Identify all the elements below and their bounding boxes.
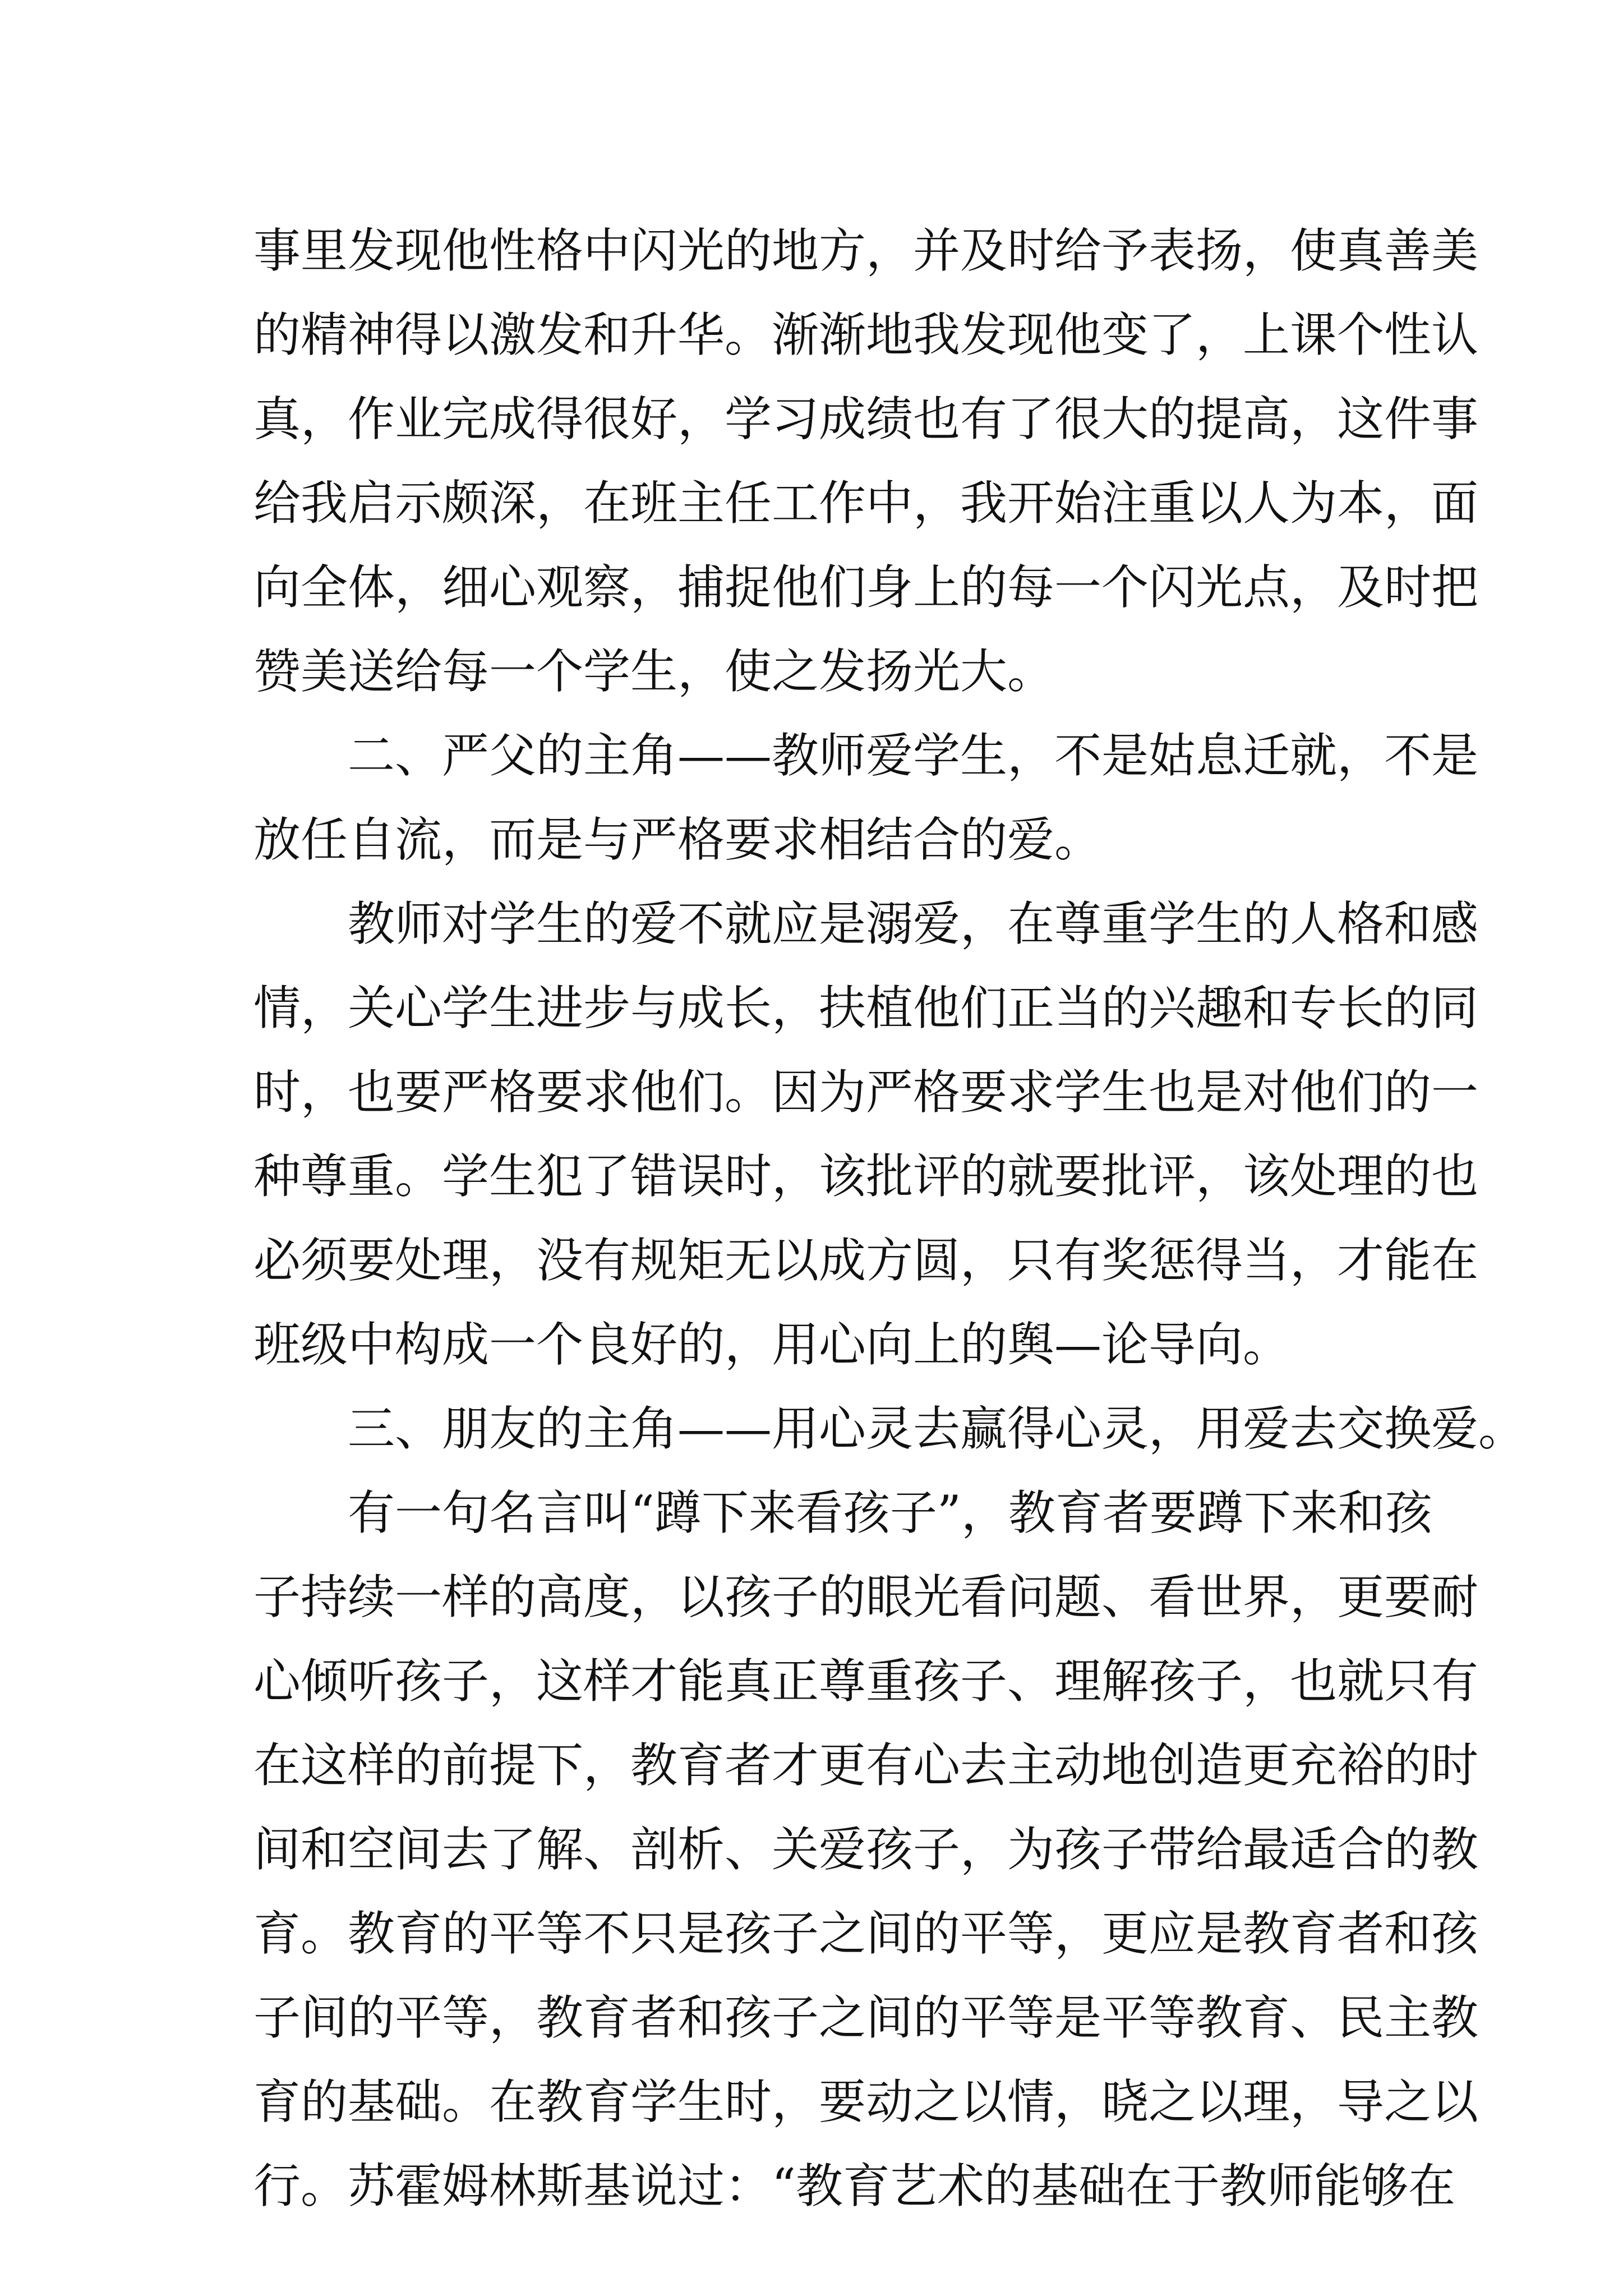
text-line: 种尊重。学生犯了错误时，该批评的就要批评，该处理的也 xyxy=(253,1149,1479,1204)
section-heading-three: 三、朋友的主角——用心灵去赢得心灵，用爱去交换爱。 xyxy=(348,1401,1526,1456)
text-line: 真，作业完成得很好，学习成绩也有了很大的提高，这件事 xyxy=(253,392,1479,447)
text-line: 有一句名言叫“蹲下来看孩子”，教育者要蹲下来和孩 xyxy=(348,1485,1432,1540)
text-line: 向全体，细心观察，捕捉他们身上的每一个闪光点，及时把 xyxy=(253,560,1479,615)
text-line: 给我启示颇深，在班主任工作中，我开始注重以人为本，面 xyxy=(253,476,1479,531)
text-line: 必须要处理，没有规矩无以成方圆，只有奖惩得当，才能在 xyxy=(253,1233,1479,1288)
text-line: 育的基础。在教育学生时，要动之以情，晓之以理，导之以 xyxy=(253,2074,1479,2129)
text-line: 赞美送给每一个学生，使之发扬光大。 xyxy=(253,644,1055,699)
text-line: 时，也要严格要求他们。因为严格要求学生也是对他们的一 xyxy=(253,1065,1479,1120)
text-line: 放任自流，而是与严格要求相结合的爱。 xyxy=(253,812,1102,867)
body-text xyxy=(253,209,1526,2228)
text-line: 的精神得以激发和升华。渐渐地我发现他变了，上课个性认 xyxy=(253,307,1479,362)
text-line: 事里发现他性格中闪光的地方，并及时给予表扬，使真善美 xyxy=(253,223,1479,278)
text-line: 教师对学生的爱不就应是溺爱，在尊重学生的人格和感 xyxy=(348,896,1479,951)
text-line: 子间的平等，教育者和孩子之间的平等是平等教育、民主教 xyxy=(253,1990,1479,2045)
text-line: 情，关心学生进步与成长，扶植他们正当的兴趣和专长的同 xyxy=(253,981,1479,1036)
text-line: 子持续一样的高度，以孩子的眼光看问题、看世界，更要耐 xyxy=(253,1570,1479,1625)
text-line: 行。苏霍姆林斯基说过：“教育艺术的基础在于教师能够在 xyxy=(253,2159,1455,2214)
text-line: 在这样的前提下，教育者才更有心去主动地创造更充裕的时 xyxy=(253,1738,1479,1793)
text-line: 心倾听孩子，这样才能真正尊重孩子、理解孩子，也就只有 xyxy=(253,1654,1479,1709)
text-line: 育。教育的平等不只是孩子之间的平等，更应是教育者和孩 xyxy=(253,1906,1479,1961)
text-line: 间和空间去了解、剖析、关爱孩子，为孩子带给最适合的教 xyxy=(253,1822,1479,1877)
text-line: 班级中构成一个良好的，用心向上的舆—论导向。 xyxy=(253,1317,1290,1372)
section-heading-two: 二、严父的主角——教师爱学生，不是姑息迁就，不是 xyxy=(348,728,1479,783)
